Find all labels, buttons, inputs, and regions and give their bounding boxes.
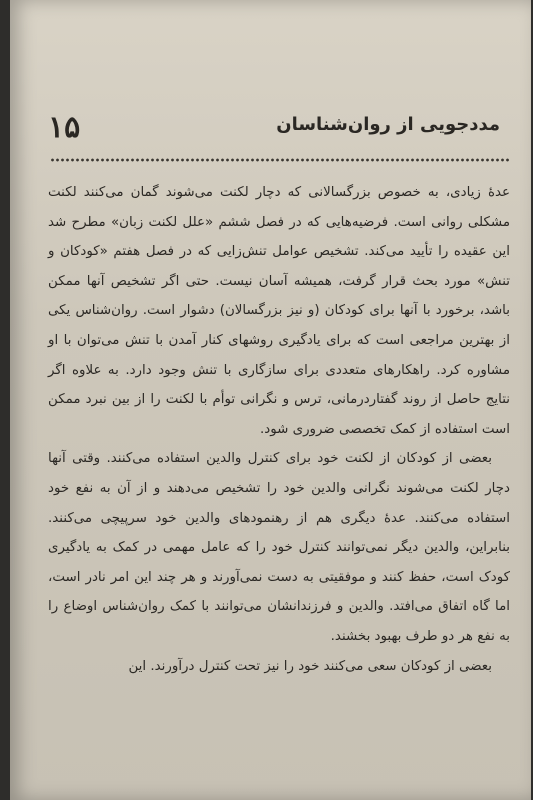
paragraph-3: بعضی از کودکان سعی می‌کنند خود را نیز تحت کنترل درآورند. این bbox=[128, 658, 492, 674]
book-page bbox=[10, 0, 531, 800]
page-number: ۱۵ bbox=[48, 110, 81, 145]
running-title: مددجویی از روان‌شناسان bbox=[276, 114, 500, 135]
paragraph-1: عدهٔ زیادی، به خصوص بزرگسالانی که دچار لکنت می‌شوند گمان می‌کنند لکنت مشکلی روانی است. فرضیه‌هایی که در فصل ششم «علل لکنت زبان» مطرح شد این عقیده را تأیید می‌کند. تشخیص عوامل تنش‌زایی که در فصل هفتم «کودکان و تنش» مورد بحث قرار گرفت، همیشه آسان نیست. حتی اگر تشخیص آنها ممکن باشد، برخورد با آنها برای کودکان (و نیز بزرگسالان) دشوار است. روان‌شناس یکی از بهترین مراجعی است که برای یادگیری روشهای کنار آمدن با تنش می‌توان با او مشاوره کرد. راهکارهای متعددی برای سازگاری با تنش وجود دارد. به علاوه اگر نتایج حاصل از روند گفتاردرمانی، ترس و نگرانی توأم با لکنت را از بین نبرد ممکن است استفاده از کمک تخصصی ضروری شود. bbox=[48, 185, 510, 437]
paragraph-2: بعضی از کودکان از لکنت خود برای کنترل والدین استفاده می‌کنند. وقتی آنها دچار لکنت می‌شوند نگرانی والدین خود را تشخیص می‌دهند و از آن به نفع خود استفاده می‌کنند. عدهٔ دیگری هم از رهنمودهای والدین خود سرپیچی می‌کنند. بنابراین، والدین دیگر نمی‌توانند کنترل خود را که عامل مهمی در کمک به یادگیری کودک است، حفظ کنند و موفقیتی به دست نمی‌آورند و هر چند این امر نادر است، اما گاه اتفاق می‌افتد. والدین و فرزندانشان می‌توانند با کمک روان‌شناس اوضاع را به نفع هر دو طرف بهبود بخشند. bbox=[48, 451, 510, 644]
header-dotted-rule bbox=[50, 158, 510, 162]
body-text bbox=[48, 178, 510, 681]
page-header bbox=[40, 110, 510, 150]
